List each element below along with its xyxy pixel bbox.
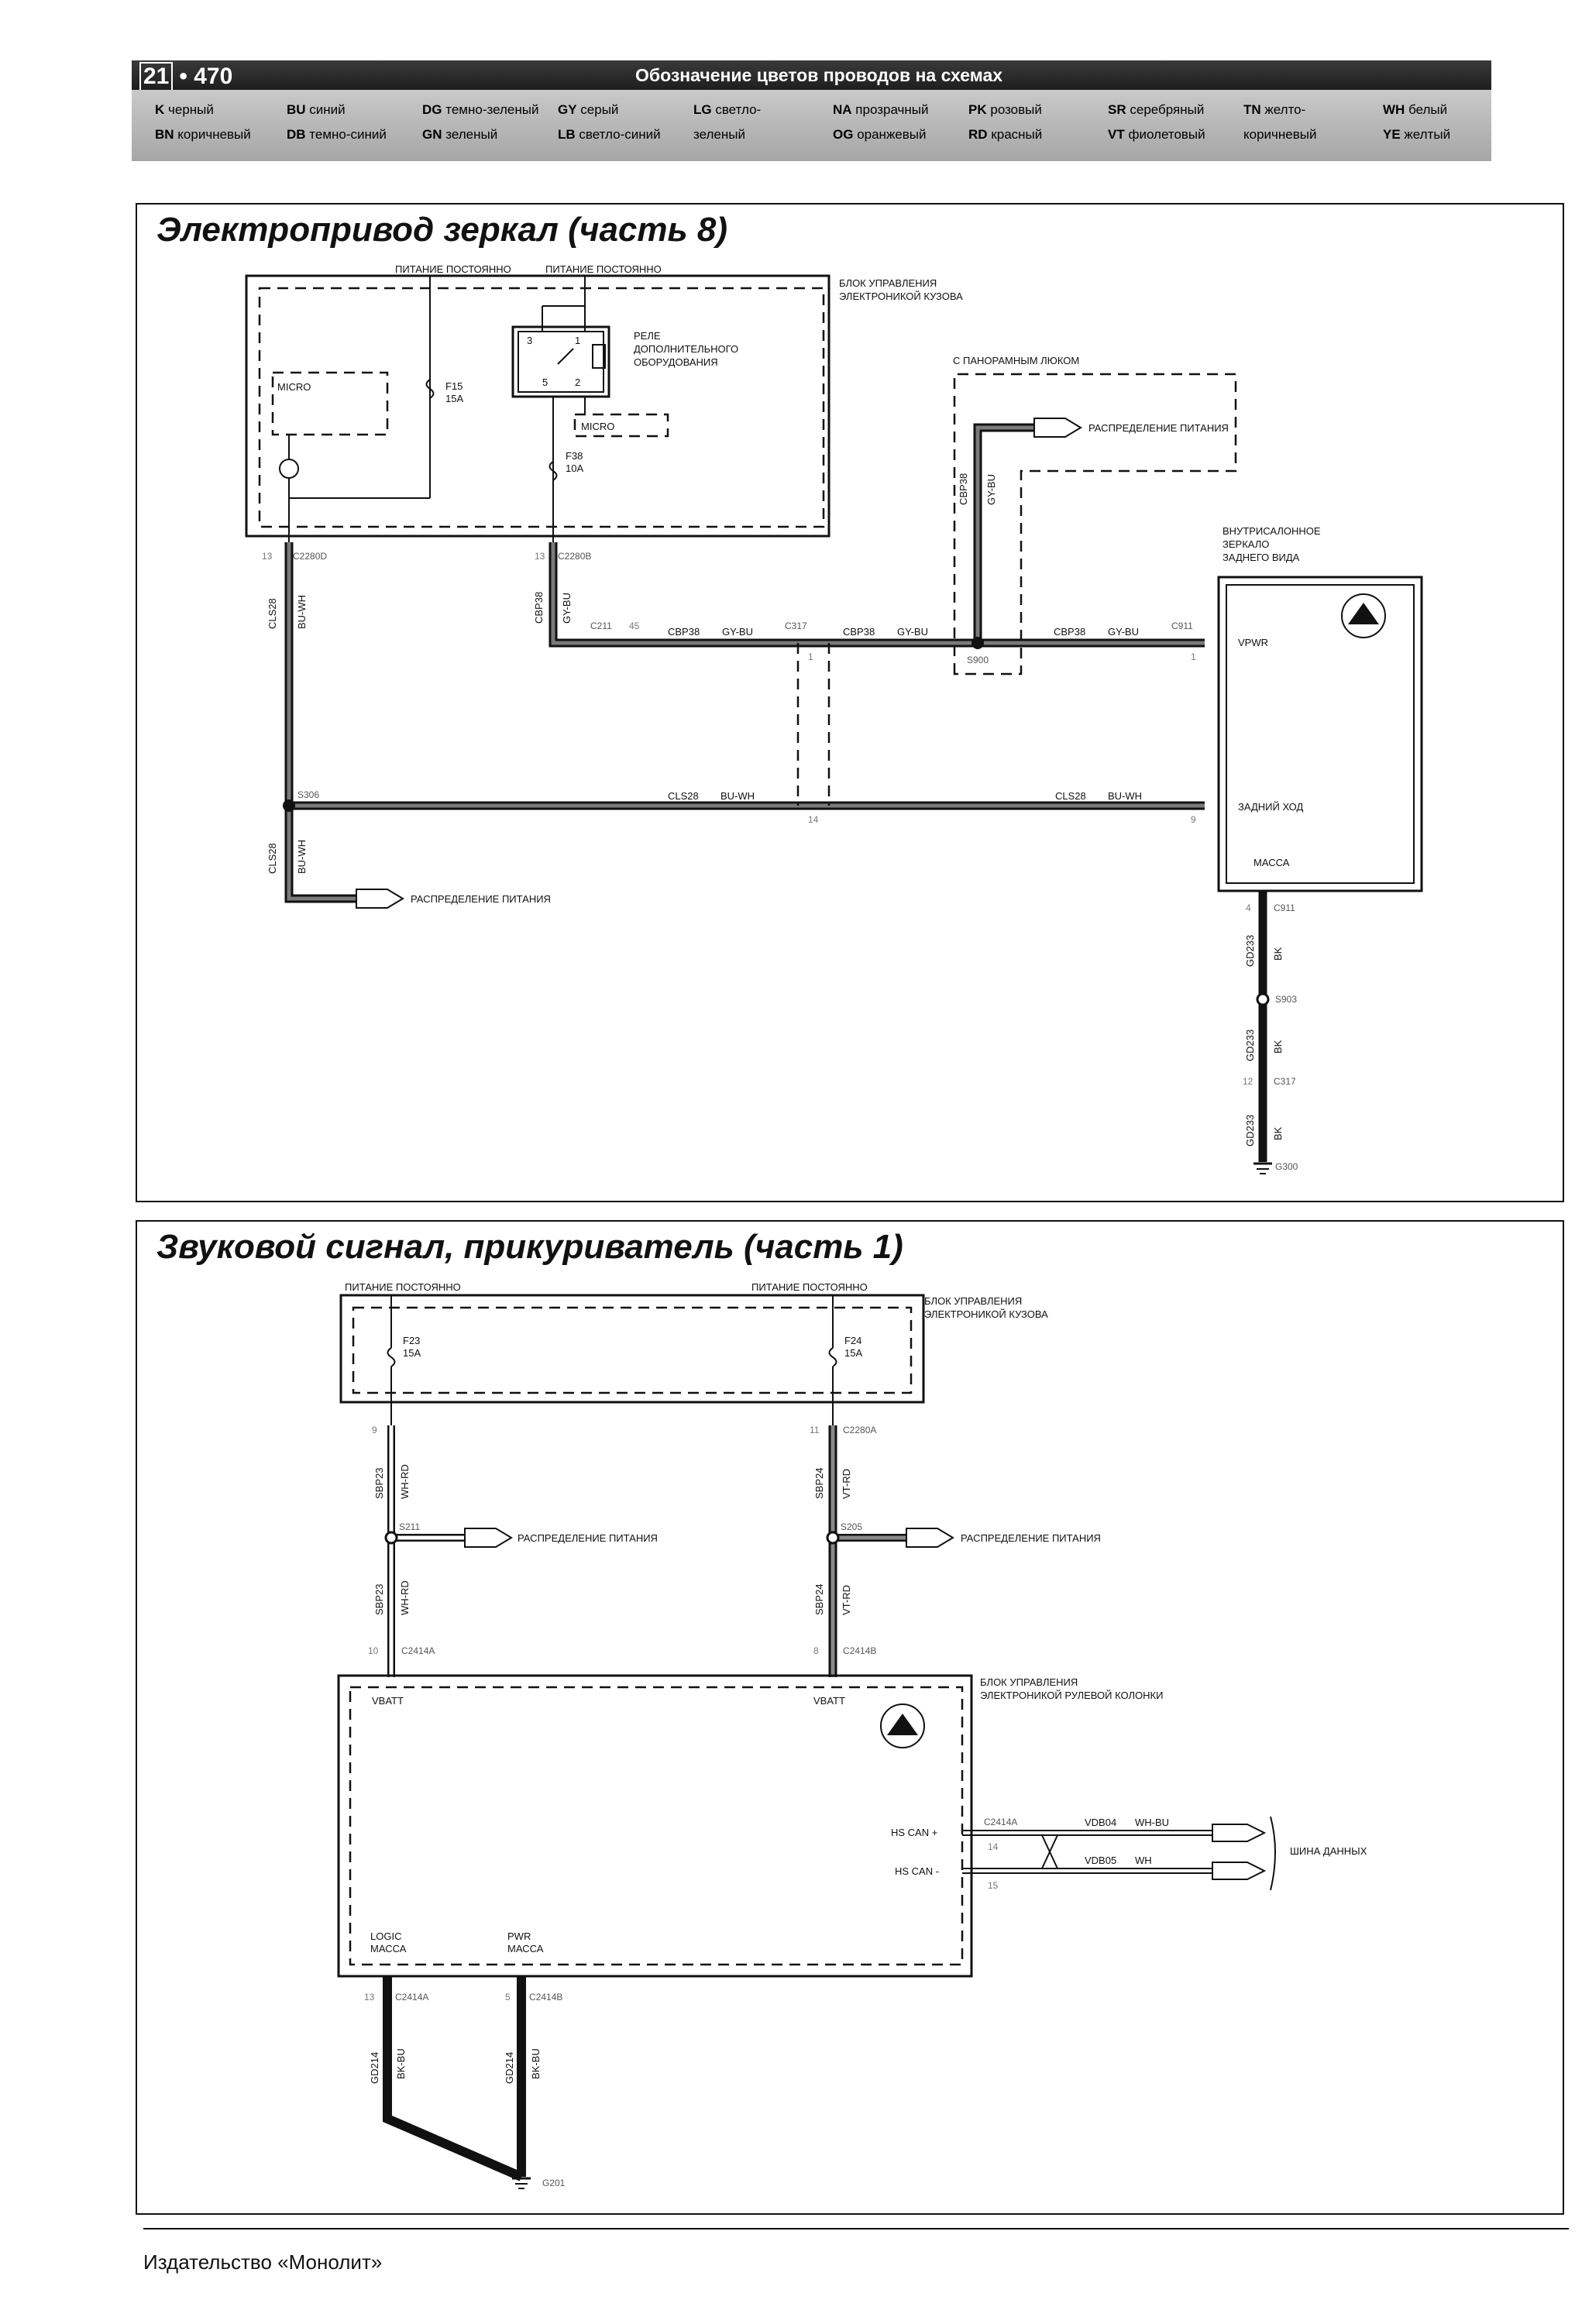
d2-fuse-f24-icon xyxy=(830,1348,837,1367)
d2-pin-hscan-plus: HS CAN + xyxy=(891,1827,938,1838)
d1-splice-s903: S903 xyxy=(1275,994,1298,1005)
d1-mirror-label-1: ВНУТРИСАЛОННОЕ xyxy=(1223,525,1321,537)
d1-pin-1-c: 1 xyxy=(808,651,813,662)
d1-wire-cls28-c: CLS28 xyxy=(1055,790,1086,802)
d2-connector-c2280a: C2280A xyxy=(843,1425,877,1435)
d2-connector-c2414a-gnd: C2414A xyxy=(395,1992,429,2003)
legend-code: LB xyxy=(558,127,576,142)
d2-logic-mass-1: LOGIC xyxy=(370,1930,402,1942)
d1-sunroof-region xyxy=(954,374,1236,674)
legend-code: VT xyxy=(1108,127,1125,142)
d1-pin-reverse: ЗАДНИЙ ХОД xyxy=(1238,801,1304,813)
d1-f15-rating: 15A xyxy=(445,393,464,404)
legend-name: синий xyxy=(309,102,346,117)
d1-connector-c911-b: C911 xyxy=(1274,902,1295,913)
d1-f38-label: F38 xyxy=(566,450,583,462)
d1-wire-color-buwh-b: BU-WH xyxy=(720,790,755,802)
d1-wire-color-buwh-d: BU-WH xyxy=(296,839,308,874)
d2-logic-mass-2: МАССА xyxy=(370,1943,407,1954)
d2-pin-9: 9 xyxy=(372,1425,377,1435)
d1-pin-mass: МАССА xyxy=(1253,857,1290,868)
d1-micro-label-1: MICRO xyxy=(277,381,311,393)
d1-mirror-label-3: ЗАДНЕГО ВИДА xyxy=(1223,552,1300,563)
d2-splice-s205: S205 xyxy=(841,1521,863,1532)
d2-ground-symbol xyxy=(512,2178,531,2188)
d1-wire-color-buwh-a: BU-WH xyxy=(296,594,308,629)
d1-pin-12: 12 xyxy=(1243,1076,1253,1087)
d1-connector-c911-a: C911 xyxy=(1171,621,1193,631)
d2-wire-color-vtrd-b: VT-RD xyxy=(841,1585,852,1615)
d2-splice-s211: S211 xyxy=(399,1521,421,1532)
d1-mirror-label-2: ЗЕРКАЛО xyxy=(1223,538,1270,550)
d2-ground-g201: G201 xyxy=(542,2178,566,2188)
page-number-text: • 470 xyxy=(179,64,233,89)
d1-power-distribution-2: РАСПРЕДЕЛЕНИЕ ПИТАНИЯ xyxy=(411,893,551,905)
d1-wire-color-gybu-e: GY-BU xyxy=(985,474,997,505)
d2-f23-label: F23 xyxy=(403,1335,421,1346)
legend-code: LG xyxy=(693,102,712,117)
d1-wire-color-gybu-b: GY-BU xyxy=(722,626,753,638)
d1-ground-symbol xyxy=(1253,1164,1272,1174)
d1-relay-switch-icon xyxy=(558,349,573,364)
legend-name: коричневый xyxy=(177,127,251,142)
chapter-number: 21 xyxy=(139,62,173,91)
legend-name: желтый xyxy=(1404,127,1451,142)
legend-name: серебряный xyxy=(1130,102,1205,117)
d1-wire-gd233-c: GD233 xyxy=(1244,1114,1256,1147)
d2-wire-vdb05: VDB05 xyxy=(1085,1855,1117,1866)
d1-wire-cls28-b: CLS28 xyxy=(668,790,699,802)
legend-name: оранжевый xyxy=(857,127,927,142)
d1-wire-gd233-a: GD233 xyxy=(1244,934,1256,967)
d2-wire-sbp24-b: SBP24 xyxy=(813,1583,825,1615)
d2-can-bus-wires xyxy=(962,1817,1275,1890)
legend-name: коричневый xyxy=(1243,127,1317,142)
d1-connector-c2280b: C2280B xyxy=(558,551,592,562)
d2-wire-color-bkbu-a: BK-BU xyxy=(395,2048,407,2079)
d2-connector-c2414b: C2414B xyxy=(843,1645,877,1656)
d1-transistor-icon xyxy=(280,459,298,478)
legend-name: фиолетовый xyxy=(1128,127,1205,142)
legend-name: зеленый xyxy=(693,127,745,142)
d1-pin-13-a: 13 xyxy=(262,551,273,562)
d2-pwr-mass-2: МАССА xyxy=(507,1943,544,1954)
d2-wire-vdb04: VDB04 xyxy=(1085,1817,1117,1828)
d2-wire-gd214 xyxy=(387,1976,521,2177)
d2-pin-5: 5 xyxy=(505,1992,511,2003)
legend-name: розовый xyxy=(990,102,1042,117)
d1-relay-pin-2: 2 xyxy=(575,376,581,388)
d1-wire-color-gybu-a: GY-BU xyxy=(561,593,573,624)
d1-wire-color-bk-c: BK xyxy=(1272,1126,1284,1140)
legend-code: PK xyxy=(968,102,987,117)
d2-steering-column-module xyxy=(339,1676,971,1976)
d1-wire-color-bk-a: BK xyxy=(1272,947,1284,961)
legend-code: RD xyxy=(968,127,988,142)
d2-f24-rating: 15A xyxy=(844,1347,863,1359)
legend-name: темно-синий xyxy=(309,127,387,142)
d2-pin-13: 13 xyxy=(364,1992,375,2003)
d2-pin-8: 8 xyxy=(813,1645,819,1656)
d2-pin-hscan-minus: HS CAN - xyxy=(895,1865,940,1877)
d2-pin-11: 11 xyxy=(810,1425,820,1435)
d1-splice-s900-dot xyxy=(971,637,984,649)
legend-code: YE xyxy=(1383,127,1401,142)
d2-pin-vbatt-1: VBATT xyxy=(372,1695,404,1707)
d1-wire-cls28 xyxy=(289,542,1205,899)
d2-sccm-label-2: ЭЛЕКТРОНИКОЙ РУЛЕВОЙ КОЛОНКИ xyxy=(980,1690,1164,1701)
footer-divider xyxy=(143,2228,1569,2229)
d2-splice-s211-dot xyxy=(386,1532,397,1543)
d1-wire-cbp38-c: CBP38 xyxy=(843,626,875,638)
d1-wire-cls28-a: CLS28 xyxy=(267,598,278,629)
d1-splice-s306: S306 xyxy=(297,789,320,800)
d1-pin-vpwr: VPWR xyxy=(1238,637,1268,648)
legend-name: прозрачный xyxy=(855,102,929,117)
d2-pin-14: 14 xyxy=(988,1841,999,1852)
d2-power-label-2: ПИТАНИЕ ПОСТОЯННО xyxy=(751,1281,868,1293)
legend-name: белый xyxy=(1408,102,1448,117)
legend-code: GN xyxy=(422,127,442,142)
legend-name: светло-синий xyxy=(579,127,661,142)
d1-connector-c317-a: C317 xyxy=(785,621,807,631)
d2-sccm-label-1: БЛОК УПРАВЛЕНИЯ xyxy=(980,1676,1078,1688)
d1-pin-4: 4 xyxy=(1246,902,1251,913)
d2-wire-color-bkbu-b: BK-BU xyxy=(530,2048,542,2079)
d1-bcm-label-2: ЭЛЕКТРОНИКОЙ КУЗОВА xyxy=(839,290,963,302)
d2-pin-10: 10 xyxy=(368,1645,379,1656)
d2-f23-rating: 15A xyxy=(403,1347,421,1359)
d1-power-label-1: ПИТАНИЕ ПОСТОЯННО xyxy=(395,263,511,275)
d1-splice-s903-dot xyxy=(1257,994,1268,1005)
d1-relay-label-3: ОБОРУДОВАНИЯ xyxy=(634,356,718,368)
d2-body-control-module xyxy=(341,1295,923,1402)
d1-splice-s900: S900 xyxy=(967,655,989,665)
d1-sunroof-label: С ПАНОРАМНЫМ ЛЮКОМ xyxy=(953,355,1080,366)
d1-pin-13-b: 13 xyxy=(535,551,545,562)
d2-wire-color-vtrd-a: VT-RD xyxy=(841,1469,852,1499)
legend-code: DG xyxy=(422,102,442,117)
d1-wire-color-gybu-d: GY-BU xyxy=(1108,626,1139,638)
d1-f15-label: F15 xyxy=(445,380,463,392)
d1-interior-mirror-module xyxy=(1219,577,1422,891)
header-title: Обозначение цветов проводов на схемах xyxy=(635,65,1003,85)
d2-data-bus-label: ШИНА ДАННЫХ xyxy=(1290,1845,1367,1857)
d2-wire-color-whbu: WH-BU xyxy=(1135,1817,1170,1828)
d2-bcm-label-1: БЛОК УПРАВЛЕНИЯ xyxy=(924,1295,1023,1307)
d1-f38-rating: 10A xyxy=(566,462,584,474)
publisher-footer: Издательство «Монолит» xyxy=(143,2250,383,2274)
d1-power-distribution-arrow-2 xyxy=(356,889,403,908)
diagram1-body-control-module xyxy=(246,276,829,536)
legend-code: SR xyxy=(1108,102,1126,117)
legend-code: BN xyxy=(155,127,174,142)
legend-code: NA xyxy=(833,102,852,117)
d1-power-distribution-arrow-1 xyxy=(1034,418,1081,437)
d2-wire-color-wh: WH xyxy=(1135,1855,1152,1866)
d1-pin-14: 14 xyxy=(808,814,819,825)
d1-splice-s306-dot xyxy=(283,799,295,812)
d2-power-distribution-arrow-1 xyxy=(465,1528,511,1547)
d1-wire-color-buwh-c: BU-WH xyxy=(1108,790,1143,802)
legend-code: BU xyxy=(287,102,306,117)
d1-connector-c2280d: C2280D xyxy=(293,551,328,562)
d2-wire-color-whrd-a: WH-RD xyxy=(399,1464,411,1499)
d1-bcm-label-1: БЛОК УПРАВЛЕНИЯ xyxy=(839,277,937,289)
d1-connector-c317-b: C317 xyxy=(1274,1076,1296,1087)
d2-connector-c2414b-gnd: C2414B xyxy=(529,1992,563,2003)
d1-wire-gd233-b: GD233 xyxy=(1244,1029,1256,1061)
legend-name: зеленый xyxy=(445,127,498,142)
d1-wire-cbp38-d: CBP38 xyxy=(1054,626,1086,638)
d2-bcm-label-2: ЭЛЕКТРОНИКОЙ КУЗОВА xyxy=(924,1308,1048,1320)
d1-relay-pin-3: 3 xyxy=(527,335,533,346)
d1-wire-cls28-d: CLS28 xyxy=(267,843,278,874)
legend-name: черный xyxy=(168,102,214,117)
d1-wire-cbp38-a: CBP38 xyxy=(533,591,545,624)
legend-code: DB xyxy=(287,127,306,142)
legend-name: светло- xyxy=(715,102,762,117)
d1-wire-color-gybu-c: GY-BU xyxy=(897,626,928,638)
legend-code: GY xyxy=(558,102,577,117)
d1-connector-c211: C211 xyxy=(590,621,612,631)
legend-code: K xyxy=(155,102,165,117)
d1-connector-c317-dash xyxy=(798,643,829,806)
d1-pin-45: 45 xyxy=(629,621,640,631)
d2-wire-gd214-b: GD214 xyxy=(504,2051,515,2084)
d1-pin-1-d: 1 xyxy=(1191,651,1196,662)
d2-wire-sbp23 xyxy=(391,1425,465,1677)
d2-pin-vbatt-2: VBATT xyxy=(813,1695,845,1707)
d2-power-distribution-arrow-2 xyxy=(906,1528,953,1547)
legend-code: OG xyxy=(833,127,854,142)
d2-wire-sbp23-a: SBP23 xyxy=(373,1467,385,1499)
d2-power-distribution-2: РАСПРЕДЕЛЕНИЕ ПИТАНИЯ xyxy=(961,1532,1101,1544)
d2-pwr-mass-1: PWR xyxy=(507,1930,531,1942)
d1-relay-pin-1: 1 xyxy=(575,335,581,346)
diagram-title-horn: Звуковой сигнал, прикуриватель (часть 1) xyxy=(156,1228,903,1266)
legend-code: WH xyxy=(1383,102,1405,117)
d2-power-label-1: ПИТАНИЕ ПОСТОЯННО xyxy=(345,1281,461,1293)
d1-wire-color-bk-b: BK xyxy=(1272,1040,1284,1054)
diagram-title-mirrors: Электропривод зеркал (часть 8) xyxy=(156,211,727,249)
legend-code: TN xyxy=(1243,102,1261,117)
d1-power-label-2: ПИТАНИЕ ПОСТОЯННО xyxy=(545,263,662,275)
d1-power-distribution-1: РАСПРЕДЕЛЕНИЕ ПИТАНИЯ xyxy=(1088,422,1229,434)
d1-relay-pin-5: 5 xyxy=(542,376,548,388)
d2-splice-s205-dot xyxy=(827,1532,838,1543)
d1-ground-g300: G300 xyxy=(1275,1161,1298,1172)
d1-micro-label-2: MICRO xyxy=(581,421,615,432)
d1-relay-label-2: ДОПОЛНИТЕЛЬНОГО xyxy=(634,343,739,355)
legend-name: серый xyxy=(580,102,619,117)
d2-wire-gd214-a: GD214 xyxy=(369,2051,380,2084)
d2-wire-sbp24-a: SBP24 xyxy=(813,1467,825,1499)
legend-name: желто- xyxy=(1264,102,1306,117)
legend-name: темно-зеленый xyxy=(445,102,539,117)
d2-fuse-f23-icon xyxy=(388,1348,395,1367)
d2-wire-color-whrd-b: WH-RD xyxy=(399,1580,411,1615)
d2-pin-15: 15 xyxy=(988,1880,999,1891)
d1-wire-cbp38-e: CBP38 xyxy=(958,473,969,505)
d1-wire-cbp38-b: CBP38 xyxy=(668,626,700,638)
d2-wire-sbp24 xyxy=(833,1425,906,1677)
d2-connector-c2414a: C2414A xyxy=(401,1645,435,1656)
d2-f24-label: F24 xyxy=(844,1335,862,1346)
d2-power-distribution-1: РАСПРЕДЕЛЕНИЕ ПИТАНИЯ xyxy=(518,1532,658,1544)
d1-relay-label-1: РЕЛЕ xyxy=(634,330,661,342)
d1-pin-9: 9 xyxy=(1191,814,1196,825)
legend-name: красный xyxy=(991,127,1043,142)
d2-connector-c2414a-can: C2414A xyxy=(984,1817,1018,1827)
d2-wire-sbp23-b: SBP23 xyxy=(373,1583,385,1615)
